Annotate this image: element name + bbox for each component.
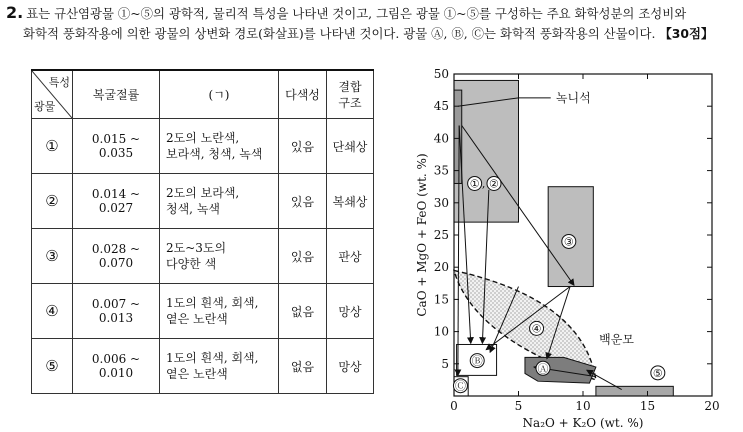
question-line-2 (6, 24, 741, 44)
pleochroism-cell: 있음 (279, 174, 327, 229)
table-header-row (32, 70, 374, 119)
y-tick-label: 15 (433, 292, 449, 307)
col-a-cell: 2도의 보라색, 청색, 녹색 (160, 174, 279, 229)
field-mineral-1 (454, 90, 462, 183)
col-a-cell: 2도~3도의 다양한 색 (160, 229, 279, 284)
y-tick-label: 5 (441, 356, 449, 371)
product-label: Ⓒ (454, 379, 466, 393)
field-mineral-5 (596, 386, 673, 396)
birefringence-cell: 0.028 ~ 0.070 (73, 229, 160, 284)
table-row (32, 284, 374, 339)
pleochroism-cell: 있음 (279, 229, 327, 284)
mineral-id: ⑤ (32, 339, 73, 394)
label-mineral-4: ④ (531, 322, 542, 336)
corner-bottom-label: 광물 (34, 100, 56, 113)
table-row (32, 174, 374, 229)
mineral-id: ③ (32, 229, 73, 284)
question-number: 2. (6, 3, 24, 22)
points-label: 【30점】 (659, 26, 714, 41)
birefringence-cell: 0.007 ~ 0.013 (73, 284, 160, 339)
x-tick-label: 10 (575, 399, 591, 413)
table-row (32, 119, 374, 174)
question-text-2: 화학적 풍화작용에 의한 광물의 상변화 경로(화살표)를 나타낸 것이다. 광물 Ⓐ, Ⓑ, Ⓒ는 화학적 풍화작용의 산물이다. (23, 26, 656, 41)
birefringence-cell: 0.015 ~ 0.035 (73, 119, 160, 174)
y-tick-label: 50 (433, 67, 449, 81)
y-tick-label: 30 (433, 195, 449, 210)
question-line-1 (6, 3, 741, 24)
x-tick-label: 5 (514, 399, 523, 413)
y-tick-label: 10 (433, 324, 449, 339)
col-a-cell: 2도의 노란색, 보라색, 청색, 녹색 (160, 119, 279, 174)
birefringence-cell: 0.014 ~ 0.027 (73, 174, 160, 229)
x-tick-label: 15 (639, 399, 656, 413)
mineral-id: ④ (32, 284, 73, 339)
pleochroism-cell: 없음 (279, 284, 327, 339)
structure-cell: 망상 (327, 284, 374, 339)
structure-cell: 단쇄상 (327, 119, 374, 174)
question-text-1: 표는 규산염광물 ①~⑤의 광학적, 물리적 특성을 나타낸 것이고, 그림은 광물 ①~⑤를 구성하는 주요 화학성분의 조성비와 (26, 6, 687, 21)
corner-top-label: 특성 (48, 76, 70, 89)
header-structure (327, 70, 374, 119)
table-row (32, 339, 374, 394)
y-tick-label: 45 (433, 99, 449, 114)
label-mineral-2: ② (489, 177, 499, 191)
x-axis-label: Na₂O + K₂O (wt. %) (522, 416, 644, 430)
header-birefringence: 복굴절률 (73, 70, 160, 119)
mineral-table (31, 69, 374, 394)
y-axis-label: CaO + MgO + FeO (wt. %) (415, 153, 429, 317)
label-mineral-3: ③ (563, 235, 574, 249)
birefringence-cell: 0.006 ~ 0.010 (73, 339, 160, 394)
y-tick-label: 20 (433, 260, 449, 275)
pleochroism-cell: 있음 (279, 119, 327, 174)
pleochroism-cell: 없음 (279, 339, 327, 394)
structure-cell: 망상 (327, 339, 374, 394)
chlorite-label: 녹니석 (555, 90, 591, 105)
y-tick-label: 35 (433, 163, 449, 178)
structure-cell: 복쇄상 (327, 174, 374, 229)
col-a-cell: 1도의 흰색, 회색, 옅은 노란색 (160, 339, 279, 394)
product-label: Ⓑ (471, 354, 483, 368)
label-comma: , (481, 177, 486, 191)
question-stem (6, 3, 741, 44)
label-mineral-1: ① (469, 177, 480, 191)
header-pleochroism: 다색성 (279, 70, 327, 119)
y-tick-label: 25 (433, 228, 449, 242)
product-label: Ⓐ (537, 362, 549, 376)
composition-diagram (410, 60, 730, 432)
structure-cell: 판상 (327, 229, 374, 284)
x-tick-label: 20 (704, 399, 720, 413)
mineral-id: ① (32, 119, 73, 174)
table-row (32, 229, 374, 284)
corner-cell (32, 70, 73, 119)
label-mineral-5: ⑤ (652, 366, 663, 380)
col-a-cell: 1도의 흰색, 회색, 옅은 노란색 (160, 284, 279, 339)
x-tick-label: 0 (450, 399, 458, 413)
mineral-id: ② (32, 174, 73, 229)
header-col-a: (ㄱ) (160, 70, 279, 119)
header-structure-text: 결합 구조 (338, 79, 362, 110)
muscovite-label: 백운모 (599, 332, 634, 347)
y-tick-label: 40 (433, 131, 449, 146)
